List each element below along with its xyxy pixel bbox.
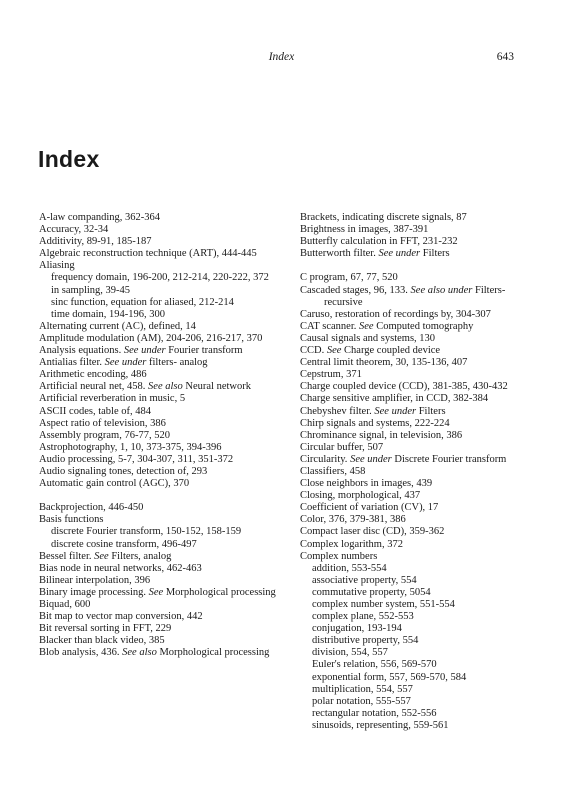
index-entry <box>39 635 285 647</box>
index-entry-text: Closing, morphological, 437 <box>300 490 421 502</box>
index-entry <box>300 212 530 224</box>
index-entry-text: conjugation, 193-194 <box>312 623 402 635</box>
index-entry-text: Blob analysis, 436. <box>39 647 123 659</box>
index-entry <box>39 551 285 563</box>
index-entry-text: Charge coupled device (CCD), 381-385, 430-432 <box>300 381 508 393</box>
index-entry-text: rectangular notation, 552-556 <box>312 707 437 719</box>
index-entry-text: discrete Fourier transform, 150-152, 158-159 <box>51 526 242 538</box>
index-entry <box>39 357 285 369</box>
index-column-right <box>300 212 530 732</box>
index-entry-text: Butterworth filter. <box>300 248 379 260</box>
index-entry-text: Complex numbers <box>300 550 378 562</box>
index-entry-text: Complex logarithm, 372 <box>300 538 403 550</box>
running-head-title: Index <box>268 51 295 63</box>
index-entry <box>39 430 285 442</box>
cross-reference-label: See under <box>374 405 417 417</box>
index-entry <box>300 381 530 393</box>
index-entry <box>300 369 530 381</box>
index-entry-text: Discrete Fourier transform <box>391 453 507 465</box>
index-entry-text: Compact laser disc (CD), 359-362 <box>300 526 445 538</box>
index-entry-text: distributive property, 554 <box>312 635 419 647</box>
index-entry <box>300 514 530 526</box>
index-entry-text: Color, 376, 379-381, 386 <box>300 514 406 526</box>
index-subentry <box>300 575 530 587</box>
index-entry <box>300 478 530 490</box>
index-entry-text: Cascaded stages, 96, 133. <box>300 284 411 296</box>
index-entry-text: Artificial reverberation in music, 5 <box>39 393 186 405</box>
index-entry <box>39 587 285 599</box>
index-subentry <box>300 696 530 708</box>
index-entry <box>300 236 530 248</box>
index-entry-text: Circularity. <box>300 453 351 465</box>
index-entry-text: Charge coupled device <box>341 345 441 357</box>
index-entry-text: Bessel filter. <box>39 550 95 562</box>
index-entry <box>300 430 530 442</box>
index-entry <box>300 466 530 478</box>
index-entry <box>39 623 285 635</box>
index-entry <box>39 333 285 345</box>
cross-reference-label: See <box>148 586 164 598</box>
index-column-left <box>39 212 285 659</box>
index-subentry <box>300 563 530 575</box>
index-entry-text: in sampling, 39-45 <box>51 284 131 296</box>
index-entry-text: filters- analog <box>146 357 208 369</box>
index-entry-text: Blacker than black video, 385 <box>39 635 165 647</box>
index-entry-text: Bilinear interpolation, 396 <box>39 574 151 586</box>
index-entry-text: Filters- recursive <box>324 284 506 308</box>
index-entry-text: Euler's relation, 556, 569-570 <box>312 659 437 671</box>
index-subentry <box>300 599 530 611</box>
index-subentry <box>300 635 530 647</box>
index-entry-text: Astrophotography, 1, 10, 373-375, 394-396 <box>39 441 222 453</box>
index-entry-text: Bias node in neural networks, 462-463 <box>39 562 202 574</box>
index-entry <box>39 224 285 236</box>
cross-reference-label: See also under <box>410 284 473 296</box>
index-entry <box>300 442 530 454</box>
index-entry <box>39 454 285 466</box>
cross-reference-label: See under <box>123 345 166 357</box>
index-entry-text: Morphological processing <box>163 586 276 598</box>
index-subentry <box>39 526 285 538</box>
index-entry <box>39 381 285 393</box>
index-entry <box>39 406 285 418</box>
index-entry-text: Central limit theorem, 30, 135-136, 407 <box>300 357 468 369</box>
index-entry-text: Arithmetic encoding, 486 <box>39 369 147 381</box>
index-entry <box>300 526 530 538</box>
index-entry-text: Automatic gain control (AGC), 370 <box>39 478 190 490</box>
index-entry-text: Cepstrum, 371 <box>300 369 362 381</box>
cross-reference-label: See <box>94 550 109 562</box>
index-subentry <box>300 720 530 732</box>
index-entry <box>39 478 285 490</box>
index-entry <box>39 393 285 405</box>
index-entry-text: Caruso, restoration of recordings by, 304-307 <box>300 308 491 320</box>
index-entry-text: A-law companding, 362-364 <box>39 212 161 223</box>
index-entry <box>300 248 530 260</box>
index-subentry <box>300 684 530 696</box>
index-entry <box>300 333 530 345</box>
cross-reference-label: See under <box>350 453 392 465</box>
index-entry <box>39 466 285 478</box>
index-subentry <box>39 309 285 321</box>
cross-reference-label: See <box>359 320 374 332</box>
index-entry-text: Morphological processing <box>156 647 270 659</box>
index-entry-text: Close neighbors in images, 439 <box>300 478 433 490</box>
index-entry <box>300 539 530 551</box>
index-entry-text: C program, 67, 77, 520 <box>300 272 398 284</box>
index-entry <box>300 393 530 405</box>
index-entry-text: Algebraic reconstruction technique (ART), 444-445 <box>39 248 257 260</box>
index-entry-text: Causal signals and systems, 130 <box>300 332 436 344</box>
cross-reference-label: See under <box>104 357 147 369</box>
index-entry-text: Fourier transform <box>165 345 243 357</box>
index-entry-text: Neural network <box>182 381 251 393</box>
index-entry-text: Accuracy, 32-34 <box>39 224 109 236</box>
index-entry <box>39 248 285 260</box>
index-entry-text: Aliasing <box>39 260 75 272</box>
index-subentry <box>300 647 530 659</box>
index-entry <box>39 599 285 611</box>
index-entry <box>39 647 285 659</box>
index-entry <box>39 236 285 248</box>
index-entry-text: Aspect ratio of television, 386 <box>39 417 166 429</box>
index-entry-text: ASCII codes, table of, 484 <box>39 405 151 417</box>
index-entry <box>39 212 285 224</box>
index-entry-text: Filters, analog <box>108 550 172 562</box>
index-entry <box>39 563 285 575</box>
index-entry-text: Brackets, indicating discrete signals, 87 <box>300 212 467 223</box>
index-entry-text: Audio signaling tones, detection of, 293 <box>39 465 208 477</box>
index-entry-text: Assembly program, 76-77, 520 <box>39 429 170 441</box>
index-entry <box>300 418 530 430</box>
index-entry-text: Artificial neural net, 458. <box>39 381 149 393</box>
index-entry <box>39 418 285 430</box>
cross-reference-label: See under <box>378 248 421 260</box>
index-entry <box>39 442 285 454</box>
running-head <box>0 51 563 67</box>
index-entry <box>39 611 285 623</box>
index-entry <box>39 514 285 526</box>
index-entry-text: frequency domain, 196-200, 212-214, 220-222, 372 <box>51 272 269 284</box>
index-entry <box>300 309 530 321</box>
index-entry-text: discrete cosine transform, 496-497 <box>51 538 197 550</box>
index-subentry <box>300 659 530 671</box>
index-entry-text: Chrominance signal, in television, 386 <box>300 429 463 441</box>
cross-reference-label: See <box>326 345 342 357</box>
index-entry-text: Charge sensitive amplifier, in CCD, 382-384 <box>300 393 489 405</box>
index-entry-text: sinc function, equation for aliased, 212-214 <box>51 296 234 308</box>
index-entry-text: polar notation, 555-557 <box>312 695 411 707</box>
index-entry-text: Coefficient of variation (CV), 17 <box>300 502 439 514</box>
index-entry-text: CCD. <box>300 345 327 357</box>
index-entry-text: Filters <box>420 248 450 260</box>
index-entry-text: Computed tomography <box>373 320 474 332</box>
index-entry <box>300 321 530 333</box>
index-entry-text: Chebyshev filter. <box>300 405 375 417</box>
index-entry-text: Chirp signals and systems, 222-224 <box>300 417 450 429</box>
index-entry <box>300 224 530 236</box>
index-entry <box>300 502 530 514</box>
index-entry-text: Bit map to vector map conversion, 442 <box>39 611 203 623</box>
index-entry <box>300 272 530 284</box>
index-entry <box>300 551 530 563</box>
index-entry-text: commutative property, 5054 <box>312 586 431 598</box>
index-entry-text: Brightness in images, 387-391 <box>300 224 429 236</box>
page-title: Index <box>38 146 100 172</box>
index-entry-text: Circular buffer, 507 <box>300 441 384 453</box>
index-entry-text: Backprojection, 446-450 <box>39 502 144 514</box>
index-entry-text: Analysis equations. <box>39 345 124 357</box>
index-entry-text: sinusoids, representing, 559-561 <box>312 719 449 731</box>
index-entry <box>39 345 285 357</box>
index-entry-text: division, 554, 557 <box>312 647 388 659</box>
index-subentry <box>39 539 285 551</box>
index-entry-text: multiplication, 554, 557 <box>312 683 413 695</box>
index-entry <box>300 406 530 418</box>
index-entry <box>39 369 285 381</box>
index-subentry <box>39 297 285 309</box>
index-entry-text: Amplitude modulation (AM), 204-206, 216-217, 370 <box>39 332 263 344</box>
index-entry-text: Filters <box>416 405 446 417</box>
index-entry-text: complex number system, 551-554 <box>312 599 455 610</box>
index-entry-text: Antialias filter. <box>39 357 105 369</box>
index-subentry <box>300 623 530 635</box>
index-entry <box>39 502 285 514</box>
index-entry-text: Bit reversal sorting in FFT, 229 <box>39 623 172 635</box>
index-entry <box>300 285 530 309</box>
index-subentry <box>300 611 530 623</box>
index-subentry <box>300 672 530 684</box>
index-entry-text: Alternating current (AC), defined, 14 <box>39 320 196 332</box>
index-entry-text: Binary image processing. <box>39 586 149 598</box>
index-subentry <box>300 587 530 599</box>
cross-reference-label: See also <box>122 647 157 659</box>
index-entry-text: complex plane, 552-553 <box>312 611 414 623</box>
index-entry-text: Additivity, 89-91, 185-187 <box>39 236 152 248</box>
index-entry <box>300 490 530 502</box>
index-entry-text: Butterfly calculation in FFT, 231-232 <box>300 236 458 248</box>
index-entry-text: addition, 553-554 <box>312 562 387 574</box>
index-entry-text: time domain, 194-196, 300 <box>51 308 166 320</box>
index-entry <box>300 357 530 369</box>
index-entry-text: associative property, 554 <box>312 574 417 586</box>
index-entry <box>39 260 285 272</box>
index-subentry <box>39 285 285 297</box>
index-entry-text: Audio processing, 5-7, 304-307, 311, 351-372 <box>39 453 234 465</box>
index-entry-text: exponential form, 557, 569-570, 584 <box>312 671 467 683</box>
page-number: 643 <box>496 51 514 63</box>
index-subentry <box>300 708 530 720</box>
index-entry <box>300 454 530 466</box>
index-subentry <box>39 272 285 284</box>
index-entry-text: Biquad, 600 <box>39 599 91 610</box>
index-entry-text: Basis functions <box>39 514 104 526</box>
index-entry <box>300 345 530 357</box>
index-entry <box>39 321 285 333</box>
index-entry <box>39 575 285 587</box>
index-entry-text: Classifiers, 458 <box>300 465 366 477</box>
cross-reference-label: See also <box>148 381 183 393</box>
index-entry-text: CAT scanner. <box>300 320 360 332</box>
